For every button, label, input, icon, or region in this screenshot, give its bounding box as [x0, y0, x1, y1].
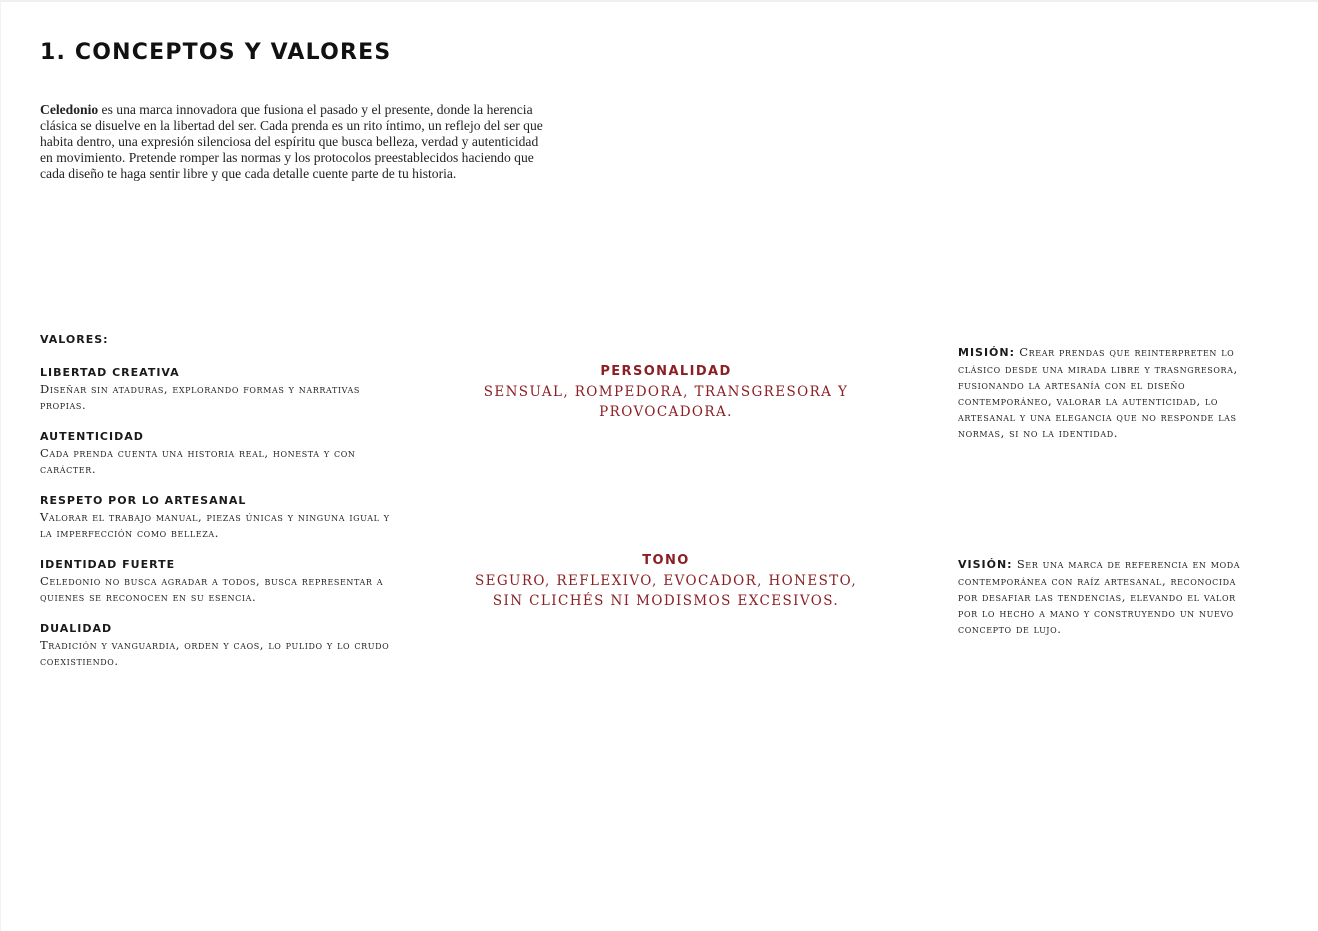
personalidad-text: SENSUAL, ROMPEDORA, TRANSGRESORA Y PROVOCADORA.: [483, 384, 849, 420]
mision-block: [958, 344, 1250, 441]
value-item: [40, 365, 400, 413]
intro-text: es una marca innovadora que fusiona el pasado y el presente, donde la herencia clásica se disuelve en la libertad del ser. Cada prenda es un rito íntimo, un reflejo del ser que habita dentro, una expresión silenciosa del espíritu que busca belleza, verdad y autenticidad en movimiento. Pretende romper las normas y los protocolos preestablecidos haciendo que cada diseño te haga sentir libre y que cada detalle cuente parte de tu historia.: [40, 102, 543, 181]
value-text: Valorar el trabajo manual, piezas únicas y ninguna igual y la imperfección como belleza.: [40, 510, 390, 540]
vision-text: Ser una marca de referencia en moda contemporánea con raíz artesanal, reconocida por desafiar las tendencias, elevando el valor por lo hecho a mano y construyendo un nuevo concepto de lujo.: [958, 557, 1241, 636]
values-section: [40, 332, 400, 685]
personalidad-title: PERSONALIDAD: [600, 364, 732, 379]
value-item: [40, 493, 400, 541]
value-title: IDENTIDAD FUERTE: [40, 558, 176, 571]
mision-label: MISIÓN:: [958, 346, 1016, 359]
intro-brand-name: Celedonio: [40, 102, 99, 117]
value-title: AUTENTICIDAD: [40, 430, 144, 443]
value-text: Tradición y vanguardia, orden y caos, lo pulido y lo crudo coexistiendo.: [40, 638, 390, 668]
value-text: Celedonio no busca agradar a todos, busca representar a quienes se reconocen en su esencia.: [40, 574, 384, 604]
value-title: DUALIDAD: [40, 622, 113, 635]
tono-title: TONO: [642, 553, 690, 568]
value-item: [40, 621, 400, 669]
value-text: Cada prenda cuenta una historia real, honesta y con carácter.: [40, 446, 356, 476]
values-heading: VALORES:: [40, 333, 109, 346]
value-text: Diseñar sin ataduras, explorando formas y narrativas propias.: [40, 382, 360, 412]
personalidad-block: [466, 362, 866, 422]
page-title: 1. CONCEPTOS Y VALORES: [40, 40, 392, 65]
vision-label: VISIÓN:: [958, 558, 1013, 571]
value-item: [40, 429, 400, 477]
intro-paragraph: [40, 102, 550, 182]
mision-text: Crear prendas que reinterpreten lo clásico desde una mirada libre y trasngresora, fusionando la artesanía con el diseño contemporáneo, valorar la autenticidad, lo artesanal y una elegancia que no responde las normas, si no la identidad.: [958, 345, 1238, 440]
tono-block: [466, 551, 866, 611]
value-title: RESPETO POR LO ARTESANAL: [40, 494, 247, 507]
value-title: LIBERTAD CREATIVA: [40, 366, 180, 379]
value-item: [40, 557, 400, 605]
vision-block: [958, 556, 1250, 637]
tono-text: SEGURO, REFLEXIVO, EVOCADOR, HONESTO, SIN CLICHÉS NI MODISMOS EXCESIVOS.: [474, 573, 858, 609]
